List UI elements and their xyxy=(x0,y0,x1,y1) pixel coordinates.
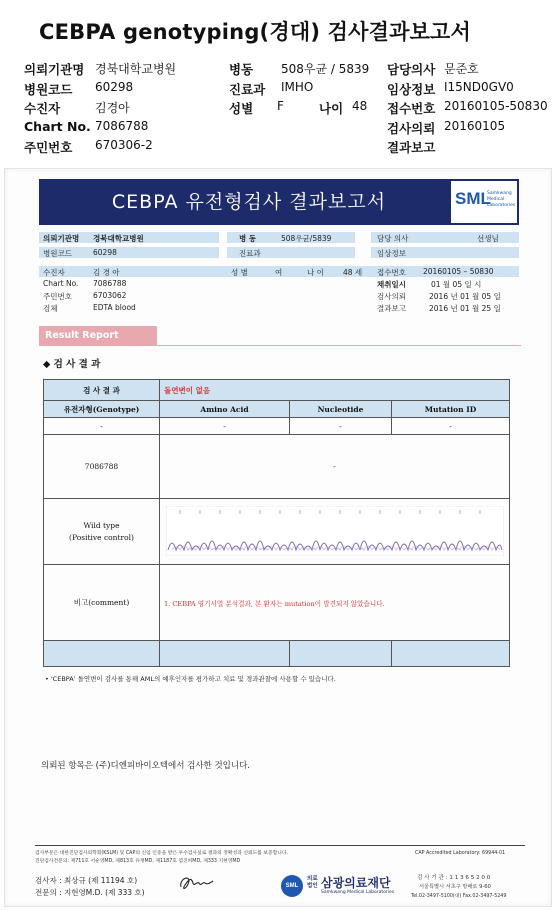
foundation-prefix-1: 의료 xyxy=(307,876,318,882)
result-table xyxy=(43,379,510,667)
chart-label: Chart No. xyxy=(24,119,91,134)
institution-value: 경북대학교병원 xyxy=(95,62,177,76)
s-specimen-value: EDTA blood xyxy=(93,303,136,312)
foundation-prefix xyxy=(307,876,318,890)
wild-type-label: Wild type xyxy=(83,521,120,530)
ward-value: 508우균 / 5839 xyxy=(281,62,370,76)
clinical-value: I15ND0GV0 xyxy=(444,80,514,94)
s-department-label: 진료과 xyxy=(239,249,261,258)
patient-value: 김경아 xyxy=(95,101,130,115)
patient-label: 수진자 xyxy=(24,101,61,116)
s-patient-value: 김 경 아 xyxy=(93,268,120,277)
age-value: 48 xyxy=(352,99,368,113)
s-institution-label: 의뢰기관명 xyxy=(43,234,80,243)
table-footer-row xyxy=(44,641,510,667)
table-cell: - xyxy=(290,418,392,435)
chromatogram-trace xyxy=(166,506,504,556)
receipt-label: 접수번호 xyxy=(387,101,436,116)
ssn-label: 주민번호 xyxy=(24,140,73,155)
department-label: 진료과 xyxy=(229,82,266,97)
sex-label: 성별 xyxy=(229,101,254,116)
clinical-label: 임상정보 xyxy=(387,82,436,97)
hospital-code-value: 60298 xyxy=(95,80,134,94)
ssn-value: 670306-2 xyxy=(95,138,153,152)
comment-text-cell: 1. CEBPA 염기서열 분석결과, 본 환자는 mutation이 발견되지 않았습니다. xyxy=(160,565,510,641)
column-header: Mutation ID xyxy=(392,401,510,418)
closing-statement: 의뢰된 항목은 (주)디엔피바이오텍에서 검사한 것입니다. xyxy=(41,761,250,771)
department-value: IMHO xyxy=(281,80,314,94)
phone: Tel.02-3497-5100(대) Fax.02-3497-5249 xyxy=(411,894,507,899)
request-value: 20160105 xyxy=(444,119,506,133)
foundation-prefix-2: 법인 xyxy=(307,883,318,889)
address: 서울특별시 서초구 방배로 9-60 xyxy=(419,884,491,890)
hospital-code-label: 병원코드 xyxy=(24,82,73,97)
table-cell xyxy=(290,641,392,667)
sml-badge: SML xyxy=(281,875,303,897)
table-cell xyxy=(160,641,290,667)
physician-list: 진단검사전문의: 제711호 서순영MD, 제813호 유재MD, 제1187호 염진희MD, 제333 지현영MD xyxy=(35,859,241,864)
chromatogram-cell xyxy=(160,499,510,565)
ward-label: 병동 xyxy=(229,62,254,77)
footnote: • 'CEBPA' 돌연변이 검사를 통해 AML의 예후인자를 평가하고 치료 및 경과관찰에 사용할 수 있습니다. xyxy=(45,675,336,683)
tester-line: 검사자 : 최상규 (제 11194 호) xyxy=(35,876,138,885)
table-cell: - xyxy=(160,418,290,435)
signature xyxy=(177,871,217,895)
report-title: CEBPA genotyping(경대) 검사결과보고서 xyxy=(38,20,472,44)
table-cell: - xyxy=(44,418,160,435)
chart-value: 7086788 xyxy=(95,119,149,133)
positive-control-label: (Positive control) xyxy=(69,533,134,542)
footer-divider xyxy=(35,845,525,846)
column-header: 유전자형(Genotype) xyxy=(44,401,160,418)
s-receipt-value: 20160105 – 50830 xyxy=(423,267,494,276)
s-request-label: 검사의뢰 xyxy=(377,292,406,301)
s-patient-label: 수진자 xyxy=(43,268,65,277)
scanned-report xyxy=(4,168,552,907)
s-report-label: 결과보고 xyxy=(377,304,406,313)
s-request-value: 2016 년 01 월 05 일 xyxy=(429,292,501,301)
sml-logo-text: SML xyxy=(455,189,491,208)
s-specimen-label: 검체 xyxy=(43,304,58,313)
table-cell: - xyxy=(392,418,510,435)
sample-id-cell: 7086788 xyxy=(44,435,160,499)
receipt-value: 20160105-50830 xyxy=(444,99,548,113)
s-sex-label: 성 별 xyxy=(231,268,248,277)
s-chart-value: 7086788 xyxy=(93,279,127,288)
s-ward-value: 508우균/5839 xyxy=(281,234,332,243)
s-institution-value: 경북대학교병원 xyxy=(93,234,144,243)
doctor-value: 문준호 xyxy=(444,62,479,76)
section-title: ◆ 검 사 결 과 xyxy=(43,359,101,370)
s-ssn-value: 6703062 xyxy=(93,291,127,300)
result-value-cell: 돌연변이 없음 xyxy=(160,380,510,401)
result-divider xyxy=(157,345,521,346)
column-header: Amino Acid xyxy=(160,401,290,418)
table-cell xyxy=(392,641,510,667)
age-label: 나이 xyxy=(319,101,344,116)
result-report-tab: Result Report xyxy=(39,326,157,346)
s-chart-label: Chart No. xyxy=(43,279,79,288)
s-hospital-code-label: 병원코드 xyxy=(43,249,72,258)
sml-logo xyxy=(449,179,519,225)
s-clinical-label: 임상정보 xyxy=(377,249,406,258)
s-ward-label: 병 동 xyxy=(239,234,257,243)
s-age-label: 나 이 xyxy=(307,268,324,277)
institution-label: 의뢰기관명 xyxy=(24,62,85,77)
s-report-value: 2016 년 01 월 25 일 xyxy=(429,304,501,313)
table-row xyxy=(44,435,510,499)
s-sex-value: 여 xyxy=(275,268,283,277)
accreditation-note: 검사부문은 대한진단검사의학회(KSLM) 및 CAP의 신임 인증을 받은 우수검사실로 결과의 정확성과 신뢰도를 보증합니다. xyxy=(35,851,289,856)
sample-result-cell: - xyxy=(160,435,510,499)
foundation-name: 삼광의료재단 xyxy=(321,876,391,890)
foundation-english: Samkwang Medical Laboratories xyxy=(321,890,395,895)
table-row xyxy=(44,499,510,565)
s-age-value: 48 세 xyxy=(343,268,363,277)
s-receipt-label: 접수번호 xyxy=(377,268,406,277)
s-doctor-label: 담당 의사 xyxy=(377,234,409,243)
report-banner xyxy=(39,179,519,225)
s-ssn-label: 주민번호 xyxy=(43,292,72,301)
s-doctor-value: 선생님 xyxy=(477,234,499,243)
table-row xyxy=(44,565,510,641)
banner-title: CEBPA 유전형검사 결과보고서 xyxy=(111,191,387,213)
doctor-label: 담당의사 xyxy=(387,62,436,77)
s-hospital-code-value: 60298 xyxy=(93,248,117,257)
result-header-cell: 검 사 결 과 xyxy=(44,380,160,401)
table-header-row xyxy=(44,401,510,418)
wild-type-label-cell xyxy=(44,499,160,565)
table-cell xyxy=(44,641,160,667)
request-label: 검사의뢰 xyxy=(387,121,436,136)
table-row xyxy=(44,418,510,435)
sex-value: F xyxy=(277,99,284,113)
s-collect-label: 채취일시 xyxy=(377,280,406,289)
s-collect-value: 01 월 05 일 시 xyxy=(431,280,482,289)
cap-accreditation: CAP Accredited Laboratory: 69944-01 xyxy=(415,851,506,856)
org-code: 검 사 기 관 : 1 1 3 6 5 2 0 0 xyxy=(417,875,491,881)
sml-logo-subtitle: Samkwang Medical Laboratories xyxy=(487,191,516,208)
result-report-label: 결과보고 xyxy=(387,140,436,155)
column-header: Nucleotide xyxy=(290,401,392,418)
specialist-line: 전문의 : 지현영M.D. (제 333 호) xyxy=(35,888,145,897)
comment-label-cell: 비고(comment) xyxy=(44,565,160,641)
